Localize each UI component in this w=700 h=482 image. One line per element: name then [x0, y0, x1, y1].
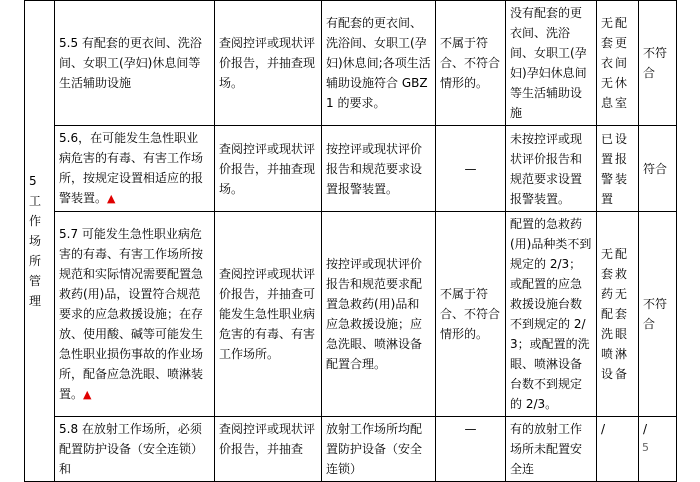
method-cell: 查阅控评或现状评价报告，并抽查现场。	[215, 126, 322, 212]
status-cell: 无配套救药无配套洗眼喷淋设备	[597, 212, 639, 417]
standard-cell: 按控评或现状评价报告和规范要求配置急救药(用)品和应急救援设施；应急洗眼、喷淋设备配置合理。	[322, 212, 436, 417]
table-row	[25, 212, 677, 417]
status-cell: 已设置报警装置	[597, 126, 639, 212]
standard-cell: 按控评或现状评价报告和规范要求设置报警装置。	[322, 126, 436, 212]
result-cell: 符合	[639, 126, 677, 212]
finding-cell: 未按控评或现状评价报告和规范要求设置报警装置。	[506, 126, 597, 212]
finding-cell: 配置的急救药(用)品种类不到规定的 2/3；或配置的应急救援设施台数不到规定的 2/3；或配置的洗眼、喷淋设备台数不到规定的 2/3。	[506, 212, 597, 417]
item-cell: 5.5 有配套的更衣间、洗浴间、女职工(孕妇)休息间等生活辅助设施	[55, 1, 215, 126]
item-cell	[55, 126, 215, 212]
page-number: 5	[642, 441, 649, 454]
finding-cell: 有的放射工作场所未配置安全连	[506, 417, 597, 482]
method-cell: 查阅控评或现状评价报告，并抽查现场。	[215, 1, 322, 126]
nonconform-cell: 不属于符合、不符合情形的。	[436, 1, 506, 126]
nonconform-cell: —	[436, 417, 506, 482]
standard-cell: 放射工作场所均配置防护设备（安全连锁）	[322, 417, 436, 482]
status-cell: /	[597, 417, 639, 482]
item-text: 5.7 可能发生急性职业病危害的有毒、有害工作场所按规范和实际情况需要配置急救药(用)品，设置符合规范要求的应急救援设施；在存放、使用酸、碱等可能发生急性职业损伤事故的作业场所，配备应急洗眼、喷淋装置。	[59, 226, 204, 401]
method-cell: 查阅控评或现状评价报告，并抽查	[215, 417, 322, 482]
standard-cell: 有配套的更衣间、洗浴间、女职工(孕妇)休息间;各项生活辅助设施符合 GBZ 1 的要求。	[322, 1, 436, 126]
method-cell: 查阅控评或现状评价报告，并抽查可能发生急性职业病危害的有毒、有害工作场所。	[215, 212, 322, 417]
table-row	[25, 417, 677, 482]
item-cell	[55, 212, 215, 417]
nonconform-cell: 不属于符合、不符合情形的。	[436, 212, 506, 417]
key-item-marker-icon: ▲	[83, 387, 92, 401]
item-text: 5.6，在可能发生急性职业病危害的有毒、有害工作场所，按规定设置相适应的报警装置。	[59, 131, 204, 205]
item-cell: 5.8 在放射工作场所，必须配置防护设备（安全连锁）和	[55, 417, 215, 482]
nonconform-cell: —	[436, 126, 506, 212]
table-row	[25, 1, 677, 126]
table-row	[25, 126, 677, 212]
category-cell: 5 工作场所管理	[25, 1, 55, 482]
inspection-table	[24, 0, 677, 482]
key-item-marker-icon: ▲	[107, 192, 116, 205]
result-cell: 不符合	[639, 212, 677, 417]
finding-cell: 没有配套的更衣间、洗浴间、女职工(孕妇)孕妇休息间等生活辅助设施	[506, 1, 597, 126]
result-cell: /	[639, 417, 677, 482]
result-cell: 不符合	[639, 1, 677, 126]
status-cell: 无配套更衣间无休息室	[597, 1, 639, 126]
